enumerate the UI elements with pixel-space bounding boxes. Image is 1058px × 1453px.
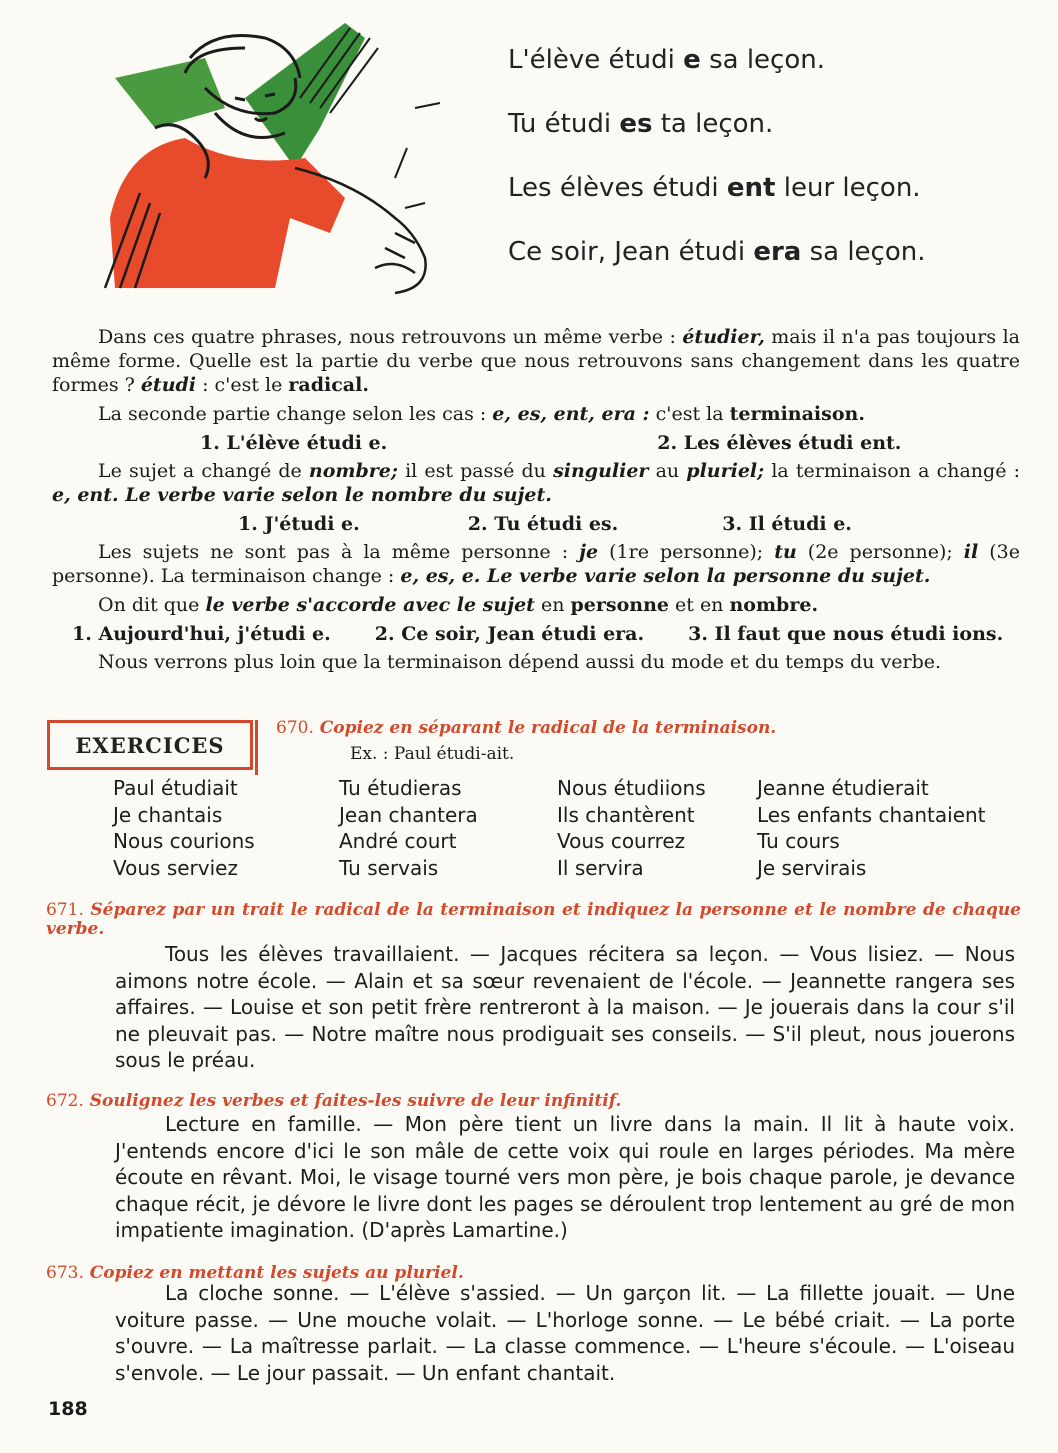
exercise-671-text: Tous les élèves travaillaient. — Jacques récitera sa leçon. — Vous lisiez. — Nous aimons notre école. — Alain et sa sœur revenaient de l'école. — Jeannette rangera ses affaires. — Louise et son petit frère rentreront à la maison. — Je jouerais dans la cour s'il ne pleuvait pas. — Notre maître nous prodiguait ses conseils. — S'il pleut, nous jouerons sous le préau.: [115, 942, 1015, 1072]
verb-item: Tu servais: [339, 855, 439, 880]
verb-column: [757, 775, 986, 881]
verb-item: Tu étudieras: [339, 776, 462, 800]
verb-column: [557, 775, 706, 881]
verb-item: Nous étudiions: [557, 776, 706, 800]
lesson-paragraph: On dit que le verbe s'accorde avec le sujet en personne et en nombre.: [98, 594, 819, 616]
page-number: 188: [48, 1398, 88, 1420]
example-line: Les élèves étudi ent leur leçon.: [508, 173, 921, 203]
lesson-example-row: 1. J'étudi e. 2. Tu étudi es. 3. Il étudi e.: [238, 513, 852, 535]
lesson-text: [52, 325, 1020, 679]
lesson-paragraph: Dans ces quatre phrases, nous retrouvons un même verbe : étudier, mais il n'a pas toujours la même forme. Quelle est la partie du verbe que nous retrouvons sans changement dans les quatre formes ? étudi : c'est le radical.: [52, 326, 1020, 396]
verb-item: André court: [339, 829, 457, 853]
verb-item: Ils chantèrent: [557, 802, 695, 827]
verb-item: Je chantais: [113, 802, 223, 827]
verb-item: Vous serviez: [113, 855, 238, 880]
verb-item: Les enfants chantaient: [757, 802, 986, 827]
student-illustration: [95, 18, 455, 308]
verb-item: Je servirais: [757, 855, 867, 880]
verb-item: Il servira: [557, 855, 644, 880]
verb-item: Jeanne étudierait: [757, 776, 929, 800]
example-line: Tu étudi es ta leçon.: [508, 109, 774, 139]
exercise-673-text: La cloche sonne. — L'élève s'assied. — Un garçon lit. — La fillette jouait. — Une voiture passe. — Une mouche volait. — L'horloge sonne. — Le bébé criait. — La porte s'ouvre. — La maîtresse parlait. — La classe commence. — L'heure s'écoule. — L'oiseau s'envole. — Le jour passait. — Un enfant chantait.: [115, 1281, 1015, 1385]
example-sentences: [508, 40, 926, 296]
lesson-example-row: 1. L'élève étudi e. 2. Les élèves étudi ent.: [200, 432, 902, 454]
verb-item: Jean chantera: [339, 802, 478, 827]
verb-item: Tu cours: [757, 829, 840, 853]
verb-item: Vous courrez: [557, 829, 686, 853]
verb-column: [339, 775, 478, 881]
lesson-paragraph: Les sujets ne sont pas à la même personne : je (1re personne); tu (2e personne); il (3e personne). La terminaison change : e, es, e. Le verbe varie selon la personne du sujet.: [52, 541, 1020, 587]
exercise-670-title: 670. Copiez en séparant le radical de la terminaison.: [276, 718, 777, 738]
lesson-paragraph: Nous verrons plus loin que la terminaison dépend aussi du mode et du temps du verbe.: [98, 651, 942, 673]
exercise-672-title: 672. Soulignez les verbes et faites-les suivre de leur infinitif.: [46, 1091, 622, 1111]
example-line: L'élève étudi e sa leçon.: [508, 45, 825, 75]
verb-item: Nous courions: [113, 829, 255, 853]
exercise-673-title: 673. Copiez en mettant les sujets au pluriel.: [46, 1263, 464, 1283]
lesson-paragraph: La seconde partie change selon les cas : e, es, ent, era : c'est la terminaison.: [98, 403, 865, 425]
lesson-paragraph: Le sujet a changé de nombre; il est passé du singulier au pluriel; la terminaison a changé : e, ent. Le verbe varie selon le nombre du sujet.: [52, 460, 1020, 506]
exercise-672-text: Lecture en famille. — Mon père tient un livre dans la main. Il lit à haute voix. J'entends encore d'ici le son mâle de cette voix qui roule en larges périodes. Ma mère écoute en rêvant. Moi, le visage tourné vers mon père, je bois chaque parole, je devance chaque récit, je dévore le livre dont les pages se déroulent trop lentement au gré de mon impatiente imagination. (D'après Lamartine.): [115, 1112, 1015, 1242]
exercise-670-example: Ex. : Paul étudi-ait.: [350, 744, 515, 764]
lesson-example-row: 1. Aujourd'hui, j'étudi e. 2. Ce soir, Jean étudi era. 3. Il faut que nous étudi ions.: [72, 623, 1004, 645]
example-line: Ce soir, Jean étudi era sa leçon.: [508, 237, 926, 267]
exercise-671-title: 671. Séparez par un trait le radical de la terminaison et indiquez la personne et le nombre de chaque verbe.: [46, 900, 1022, 939]
verb-item: Paul étudiait: [113, 776, 238, 800]
verb-column: [113, 775, 255, 881]
exercices-heading: EXERCICES: [47, 720, 253, 770]
